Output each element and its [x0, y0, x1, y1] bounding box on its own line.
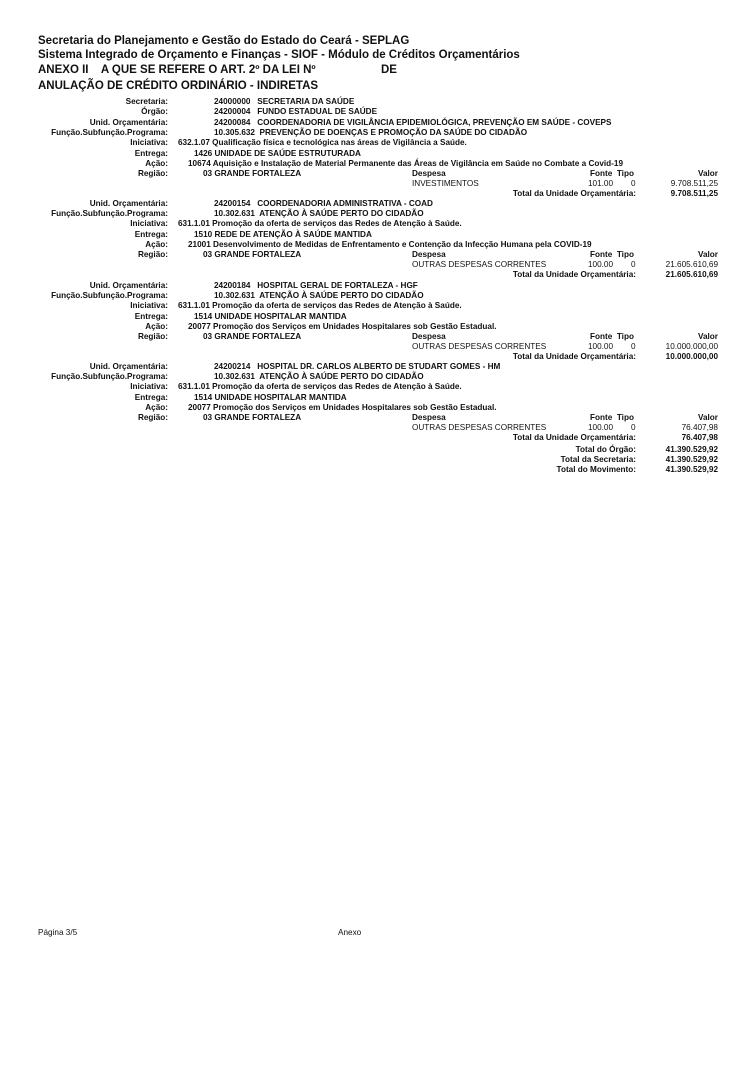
unid-label: Unid. Orçamentária: [89, 362, 168, 371]
total-movimento-value: 41.390.529,92 [665, 465, 718, 474]
total-orgao-label: Total do Órgão: [575, 445, 636, 454]
valor-value: 76.407,98 [681, 423, 718, 433]
funcao-label: Função.Subfunção.Programa: [51, 128, 168, 138]
fonte-value: 100.00 [588, 260, 614, 270]
fonte-tipo-header: Fonte Tipo [590, 250, 634, 259]
unid-label: Unid. Orçamentária: [89, 281, 168, 290]
entrega-label: Entrega: [134, 392, 168, 402]
footer-center: Anexo [338, 928, 362, 937]
entrega-label: Entrega: [134, 148, 168, 158]
page-title: ANULAÇÃO DE CRÉDITO ORDINÁRIO - INDIRETAS [38, 80, 319, 92]
funcao-label: Função.Subfunção.Programa: [51, 372, 168, 382]
despesa-value: OUTRAS DESPESAS CORRENTES [412, 423, 547, 433]
acao-label: Ação: [145, 321, 168, 331]
entrega-value: 1510 REDE DE ATENÇÃO À SAÚDE MANTIDA [194, 229, 372, 239]
regiao-label: Região: [137, 169, 168, 178]
total-secretaria-value: 41.390.529,92 [665, 455, 718, 464]
funcao-label: Função.Subfunção.Programa: [51, 209, 168, 219]
tipo-value: 0 [631, 423, 636, 433]
valor-value: 10.000.000,00 [665, 342, 718, 352]
total-unidade-label: Total da Unidade Orçamentária: [512, 189, 636, 199]
total-unidade-label: Total da Unidade Orçamentária: [512, 270, 636, 280]
acao-value: 20077 Promoção dos Serviços em Unidades Hospitalares sob Gestão Estadual. [188, 321, 497, 331]
total-unidade-value: 10.000.000,00 [665, 352, 718, 362]
entrega-value: 1514 UNIDADE HOSPITALAR MANTIDA [194, 392, 347, 402]
orgao-label: Órgão: [141, 107, 168, 116]
entrega-value: 1514 UNIDADE HOSPITALAR MANTIDA [194, 311, 347, 321]
regiao-value: 03 GRANDE FORTALEZA [203, 413, 302, 422]
despesa-header: Despesa [412, 413, 446, 422]
despesa-header: Despesa [412, 332, 446, 341]
regiao-label: Região: [137, 413, 168, 422]
total-unidade-label: Total da Unidade Orçamentária: [512, 352, 636, 362]
fonte-value: 100.00 [588, 342, 614, 352]
fonte-tipo-header: Fonte Tipo [590, 332, 634, 341]
despesa-value: OUTRAS DESPESAS CORRENTES [412, 342, 547, 352]
orgao-value: 24200004 FUNDO ESTADUAL DE SAÚDE [214, 107, 378, 116]
fonte-tipo-header: Fonte Tipo [590, 169, 634, 178]
fonte-tipo-header: Fonte Tipo [590, 413, 634, 422]
iniciativa-value: 631.1.01 Promoção da oferta de serviços das Redes de Atenção à Saúde. [178, 382, 462, 392]
valor-value: 9.708.511,25 [670, 179, 718, 189]
total-unidade-value: 76.407,98 [681, 433, 718, 443]
valor-header: Valor [697, 413, 718, 422]
valor-header: Valor [697, 250, 718, 259]
fonte-value: 100.00 [588, 423, 614, 433]
despesa-value: OUTRAS DESPESAS CORRENTES [412, 260, 547, 270]
regiao-value: 03 GRANDE FORTALEZA [203, 332, 302, 341]
valor-header: Valor [697, 169, 718, 178]
unid-value: 24200184 HOSPITAL GERAL DE FORTALEZA - HGF [214, 281, 418, 290]
acao-value: 21001 Desenvolvimento de Medidas de Enfrentamento e Contenção da Infecção Humana pela COVID-19 [188, 239, 592, 249]
valor-value: 21.605.610,69 [665, 260, 718, 270]
iniciativa-label: Iniciativa: [130, 382, 168, 392]
regiao-label: Região: [137, 250, 168, 259]
unid-label: Unid. Orçamentária: [89, 199, 168, 208]
acao-label: Ação: [145, 239, 168, 249]
funcao-label: Função.Subfunção.Programa: [51, 291, 168, 301]
footer-page: Página 3/5 [38, 928, 78, 937]
regiao-value: 03 GRANDE FORTALEZA [203, 169, 302, 178]
total-secretaria-label: Total da Secretaria: [560, 455, 636, 464]
total-movimento-label: Total do Movimento: [556, 465, 636, 474]
acao-label: Ação: [145, 402, 168, 412]
iniciativa-label: Iniciativa: [130, 219, 168, 229]
despesa-value: INVESTIMENTOS [412, 179, 479, 189]
unid-value: 24200214 HOSPITAL DR. CARLOS ALBERTO DE STUDART GOMES - HM [214, 362, 501, 371]
iniciativa-label: Iniciativa: [130, 301, 168, 311]
total-unidade-value: 21.605.610,69 [665, 270, 718, 280]
entrega-value: 1426 UNIDADE DE SAÚDE ESTRUTURADA [194, 148, 361, 158]
unid-value: 24200084 COORDENADORIA DE VIGILÂNCIA EPIDEMIOLÓGICA, PREVENÇÃO EM SAÚDE - COVEPS [214, 118, 612, 127]
tipo-value: 0 [631, 260, 636, 270]
iniciativa-label: Iniciativa: [130, 138, 168, 148]
entrega-label: Entrega: [134, 311, 168, 321]
total-unidade-value: 9.708.511,25 [670, 189, 718, 199]
total-orgao-value: 41.390.529,92 [665, 445, 718, 454]
header-de: DE [381, 64, 397, 76]
header-annex: ANEXO II A QUE SE REFERE O ART. 2º DA LEI Nº [38, 64, 316, 76]
total-unidade-label: Total da Unidade Orçamentária: [512, 433, 636, 443]
header-line2: Sistema Integrado de Orçamento e Finanças - SIOF - Módulo de Créditos Orçamentários [38, 49, 520, 61]
acao-label: Ação: [145, 158, 168, 168]
unid-label: Unid. Orçamentária: [89, 118, 168, 127]
tipo-value: 0 [631, 342, 636, 352]
regiao-value: 03 GRANDE FORTALEZA [203, 250, 302, 259]
despesa-header: Despesa [412, 169, 446, 178]
entrega-label: Entrega: [134, 229, 168, 239]
despesa-header: Despesa [412, 250, 446, 259]
acao-value: 10674 Aquisição e Instalação de Material Permanente das Áreas de Vigilância em Saúde no Combate a Covid-19 [188, 158, 624, 168]
funcao-value: 10.302.631 ATENÇÃO À SAÚDE PERTO DO CIDADÃO [214, 209, 424, 219]
funcao-value: 10.302.631 ATENÇÃO À SAÚDE PERTO DO CIDADÃO [214, 372, 424, 382]
tipo-value: 0 [631, 179, 636, 189]
fonte-value: 101.00 [588, 179, 614, 189]
regiao-label: Região: [137, 332, 168, 341]
iniciativa-value: 632.1.07 Qualificação física e tecnológica nas áreas de Vigilância a Saúde. [178, 138, 467, 148]
header-line1: Secretaria do Planejamento e Gestão do Estado do Ceará - SEPLAG [38, 35, 410, 47]
iniciativa-value: 631.1.01 Promoção da oferta de serviços das Redes de Atenção à Saúde. [178, 219, 462, 229]
iniciativa-value: 631.1.01 Promoção da oferta de serviços das Redes de Atenção à Saúde. [178, 301, 462, 311]
funcao-value: 10.305.632 PREVENÇÃO DE DOENÇAS E PROMOÇÃO DA SAÚDE DO CIDADÃO [214, 128, 528, 138]
valor-header: Valor [697, 332, 718, 341]
unid-value: 24200154 COORDENADORIA ADMINISTRATIVA - COAD [214, 199, 433, 208]
funcao-value: 10.302.631 ATENÇÃO À SAÚDE PERTO DO CIDADÃO [214, 291, 424, 301]
secretaria-label: Secretaria: [125, 97, 168, 106]
acao-value: 20077 Promoção dos Serviços em Unidades Hospitalares sob Gestão Estadual. [188, 402, 497, 412]
secretaria-value: 24000000 SECRETARIA DA SAÚDE [214, 97, 355, 106]
